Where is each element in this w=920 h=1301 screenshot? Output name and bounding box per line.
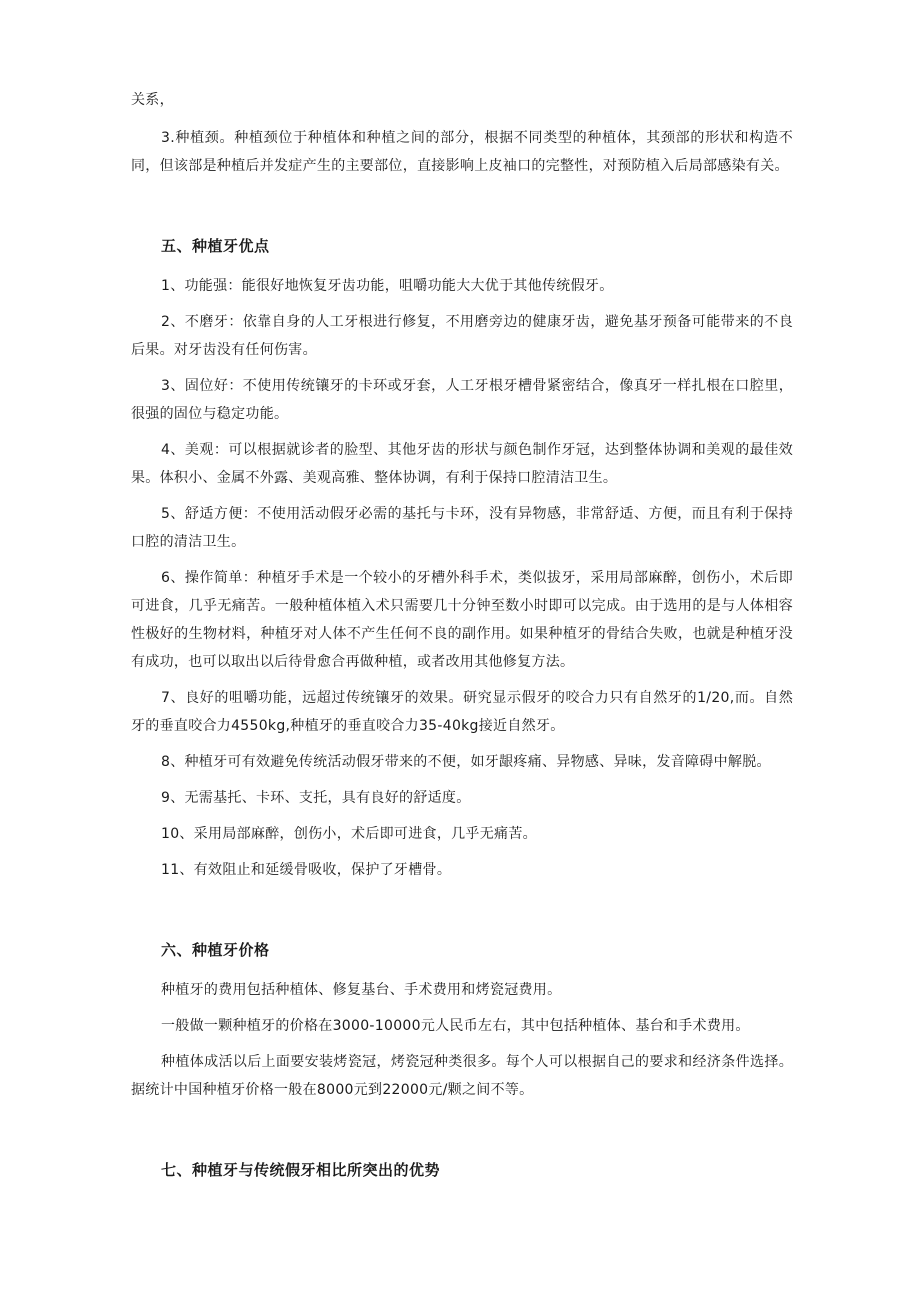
section-heading-comparison: 七、种植牙与传统假牙相比所突出的优势 bbox=[161, 1161, 441, 1179]
advantage-item: 2、不磨牙：依靠自身的人工牙根进行修复，不用磨旁边的健康牙齿，避免基牙预备可能带来的不良后果。对牙齿没有任何伤害。 bbox=[131, 314, 793, 358]
advantage-item: 1、功能强：能很好地恢复牙齿功能，咀嚼功能大大优于其他传统假牙。 bbox=[161, 278, 614, 294]
section-heading-advantages: 五、种植牙优点 bbox=[161, 237, 270, 255]
advantage-item: 10、采用局部麻醉，创伤小，术后即可进食，几乎无痛苦。 bbox=[161, 826, 537, 842]
advantage-item: 5、舒适方便：不使用活动假牙必需的基托与卡环，没有异物感，非常舒适、方便，而且有利于保持口腔的清洁卫生。 bbox=[131, 506, 793, 550]
price-paragraph: 种植牙的费用包括种植体、修复基台、手术费用和烤瓷冠费用。 bbox=[161, 982, 562, 998]
price-paragraph: 种植体成活以后上面要安装烤瓷冠，烤瓷冠种类很多。每个人可以根据自己的要求和经济条件选择。据统计中国种植牙价格一般在8000元到22000元/颗之间不等。 bbox=[131, 1054, 793, 1098]
paragraph-implant-neck: 3.种植颈。种植颈位于种植体和种植之间的部分，根据不同类型的种植体，其颈部的形状和构造不同，但该部是种植后并发症产生的主要部位，直接影响上皮袖口的完整性，对预防植入后局部感染有关。 bbox=[131, 130, 793, 174]
price-paragraph: 一般做一颗种植牙的价格在3000-10000元人民币左右，其中包括种植体、基台和手术费用。 bbox=[161, 1018, 750, 1034]
document-body bbox=[131, 86, 793, 1196]
advantage-item: 11、有效阻止和延缓骨吸收，保护了牙槽骨。 bbox=[161, 862, 452, 878]
advantage-item: 9、无需基托、卡环、支托，具有良好的舒适度。 bbox=[161, 790, 471, 806]
advantage-item: 6、操作简单：种植牙手术是一个较小的牙槽外科手术，类似拔牙，采用局部麻醉，创伤小，术后即可进食，几乎无痛苦。一般种植体植入术只需要几十分钟至数小时即可以完成。由于选用的是与人体相容性极好的生物材料，种植牙对人体不产生任何不良的副作用。如果种植牙的骨结合失败，也就是种植牙没有成功，也可以取出以后待骨愈合再做种植，或者改用其他修复方法。 bbox=[131, 570, 793, 670]
advantage-item: 7、良好的咀嚼功能，远超过传统镶牙的效果。研究显示假牙的咬合力只有自然牙的1/20,而。自然牙的垂直咬合力4550kg,种植牙的垂直咬合力35-40kg接近自然牙。 bbox=[131, 690, 793, 734]
advantage-item: 4、美观：可以根据就诊者的脸型、其他牙齿的形状与颜色制作牙冠，达到整体协调和美观的最佳效果。体积小、金属不外露、美观高雅、整体协调，有利于保持口腔清洁卫生。 bbox=[131, 442, 793, 486]
section-heading-price: 六、种植牙价格 bbox=[161, 941, 270, 959]
advantage-item: 8、种植牙可有效避免传统活动假牙带来的不便，如牙龈疼痛、异物感、异味，发音障碍中解脱。 bbox=[161, 754, 771, 770]
continuation-text: 关系， bbox=[131, 92, 174, 108]
advantage-item: 3、固位好：不使用传统镶牙的卡环或牙套，人工牙根牙槽骨紧密结合，像真牙一样扎根在口腔里，很强的固位与稳定功能。 bbox=[131, 378, 793, 422]
